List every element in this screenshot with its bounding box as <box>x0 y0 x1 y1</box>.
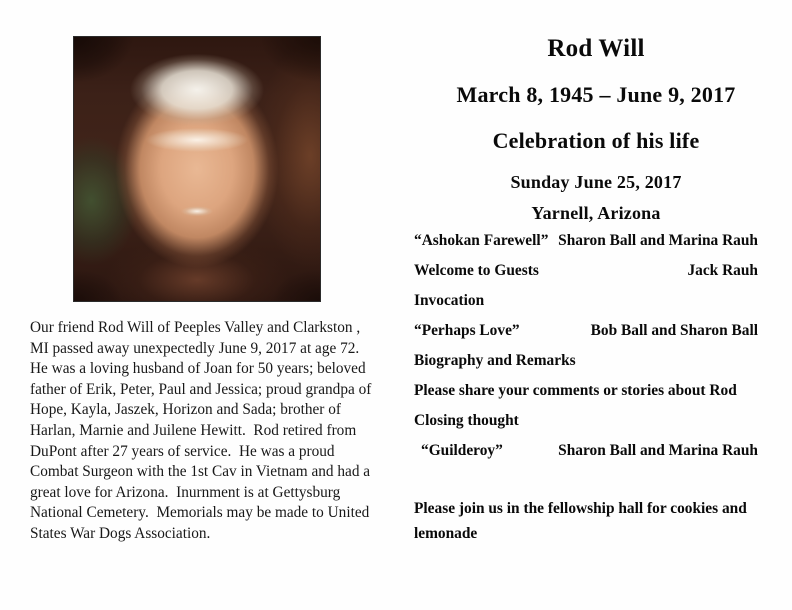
program-row <box>400 232 792 262</box>
portrait-frame <box>73 36 321 302</box>
life-dates: March 8, 1945 – June 9, 2017 <box>456 82 736 107</box>
deceased-portrait-photo <box>74 37 320 301</box>
program-item-label: “Ashokan Farewell” <box>414 232 549 249</box>
program-row <box>400 352 792 382</box>
reception-note: Please join us in the fellowship hall for cookies and lemonade <box>414 500 747 542</box>
program-performer-name: Sharon Ball and Marina Rauh <box>558 232 758 249</box>
program-item-label: Please share your comments or stories about Rod <box>414 382 737 399</box>
program-row <box>400 292 792 322</box>
service-date: Sunday June 25, 2017 <box>510 172 682 192</box>
program-performer-name: Jack Rauh <box>687 262 758 279</box>
celebration-of-life-heading: Celebration of his life <box>492 128 700 153</box>
right-column <box>400 0 792 610</box>
service-location: Yarnell, Arizona <box>531 203 661 223</box>
program-item-label: Welcome to Guests <box>414 262 539 279</box>
order-of-service-list <box>400 232 792 472</box>
program-row <box>400 442 792 472</box>
program-row <box>400 322 792 352</box>
program-performer-name: Bob Ball and Sharon Ball <box>590 322 758 339</box>
program-row <box>400 382 792 412</box>
program-item-label: “Guilderoy” <box>421 442 503 459</box>
program-item-label: Biography and Remarks <box>414 352 576 369</box>
program-row <box>400 262 792 292</box>
program-item-label: Closing thought <box>414 412 519 429</box>
program-item-label: Invocation <box>414 292 485 309</box>
program-performer-name: Sharon Ball and Marina Rauh <box>558 442 758 459</box>
biography-text: Our friend Rod Will of Peeples Valley and Clarkston , MI passed away unexpectedly June 9, 2017 at age 72. He was a loving husband of Joan for 50 years; beloved father of Erik, Peter, Paul and Jessica; proud grandpa of Hope, Kayla, Jaszek, Horizon and Sada; brother of Harlan, Marnie and Juilene Hewitt. Rod retired from DuPont after 27 years of service. He was a proud Combat Surgeon with the 1st Cav in Vietnam and had a great love for Arizona. Inurnment is at Gettysburg National Cemetery. Memorials may be made to United States War Dogs Association. <box>30 319 376 542</box>
deceased-name: Rod Will <box>547 35 645 62</box>
program-row <box>400 412 792 442</box>
program-item-label: “Perhaps Love” <box>414 322 520 339</box>
